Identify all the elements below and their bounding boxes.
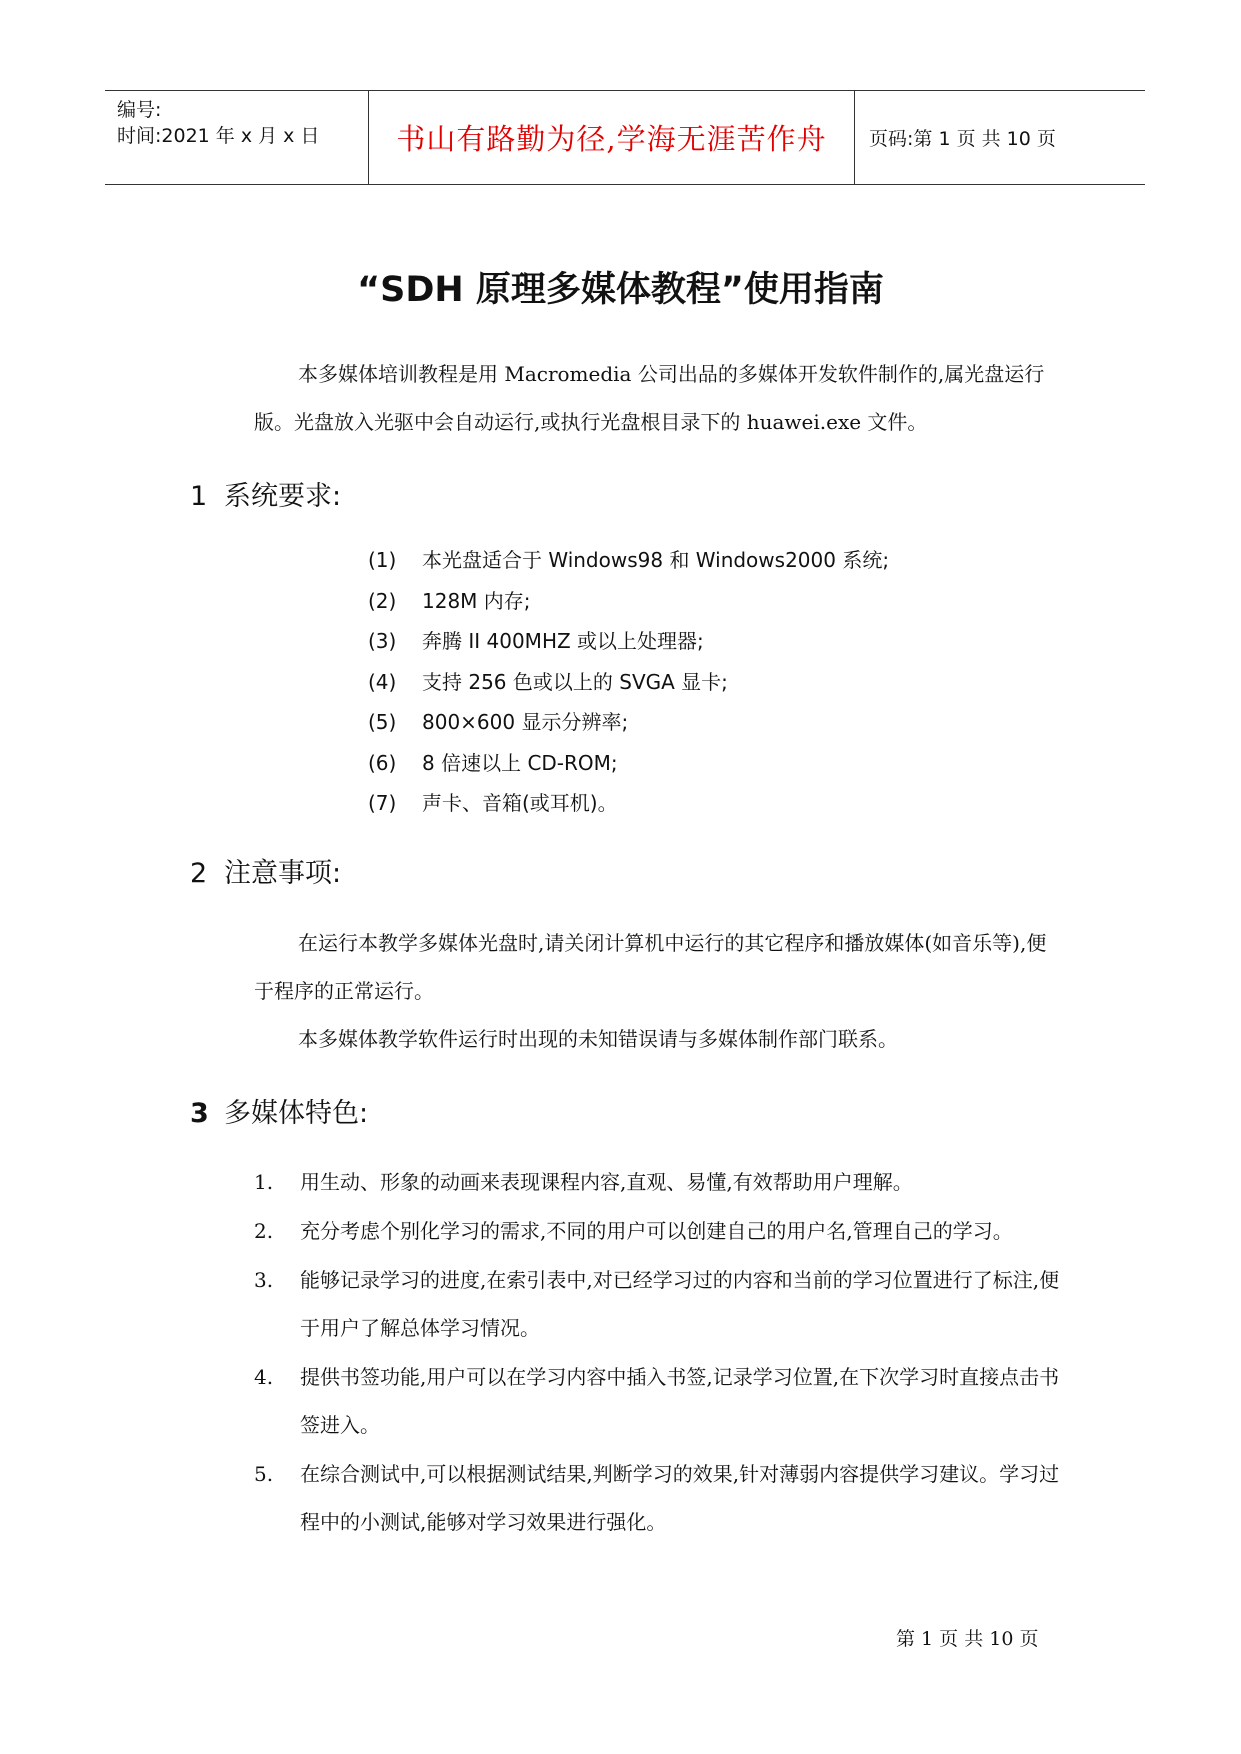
section-3-heading [190,1091,368,1130]
list-item: (4) 支持 256 色或以上的 SVGA 显卡; [368,669,728,694]
list-item: 3. 能够记录学习的进度,在索引表中,对已经学习过的内容和当前的学习位置进行了标注,便于用户了解总体学习情况。 [254,1268,1060,1340]
list-item: (6) 8 倍速以上 CD-ROM; [368,750,618,775]
system-requirements-list [368,545,889,829]
header-motto: 书山有路勤为径,学海无涯苦作舟 [396,122,827,156]
header-right-cell [855,91,1145,184]
features-list [254,1158,1064,1546]
header-page-info: 页码:第 1 页 共 10 页 [869,128,1056,150]
header-left-cell [105,91,369,184]
list-item: 1. 用生动、形象的动画来表现课程内容,直观、易懂,有效帮助用户理解。 [254,1170,913,1194]
list-item: (1) 本光盘适合于 Windows98 和 Windows2000 系统; [368,548,890,572]
list-item: (3) 奔腾 II 400MHZ 或以上处理器; [368,629,704,653]
list-item: (2) 128M 内存; [368,588,531,613]
page-header [105,90,1145,185]
list-item: 4. 提供书签功能,用户可以在学习内容中插入书签,记录学习位置,在下次学习时直接点击书签进入。 [254,1365,1060,1437]
section-2-paragraph-2: 本多媒体教学软件运行时出现的未知错误请与多媒体制作部门联系。 [298,1027,898,1051]
intro-paragraph: 本多媒体培训教程是用 Macromedia 公司出品的多媒体开发软件制作的,属光盘运行版。光盘放入光驱中会自动运行,或执行光盘根目录下的 huawei.exe 文件。 [254,362,1045,434]
section-1-number: 1 [190,481,208,512]
section-1-title: 系统要求: [224,481,342,512]
list-item: (5) 800×600 显示分辨率; [368,710,629,734]
document-time-label: 时间:2021 年 x 月 x 日 [117,125,320,147]
section-2-heading [190,851,341,890]
list-item: 5. 在综合测试中,可以根据测试结果,判断学习的效果,针对薄弱内容提供学习建议。学习过程中的小测试,能够对学习效果进行强化。 [254,1462,1060,1534]
section-2-paragraph-1: 在运行本教学多媒体光盘时,请关闭计算机中运行的其它程序和播放媒体(如音乐等),便于程序的正常运行。 [254,931,1047,1003]
document-number-label: 编号: [117,99,162,121]
section-2-number: 2 [190,858,208,889]
section-2-title: 注意事项: [224,858,342,889]
section-1-heading [190,474,341,513]
list-item: (7) 声卡、音箱(或耳机)。 [368,791,618,815]
document-title: “SDH 原理多媒体教程”使用指南 [357,270,884,310]
header-middle-cell [369,91,855,184]
page-footer: 第 1 页 共 10 页 [896,1628,1039,1650]
section-3-title: 多媒体特色: [224,1098,369,1129]
section-3-number: 3 [190,1098,209,1129]
list-item: 2. 充分考虑个别化学习的需求,不同的用户可以创建自己的用户名,管理自己的学习。 [254,1219,1013,1243]
